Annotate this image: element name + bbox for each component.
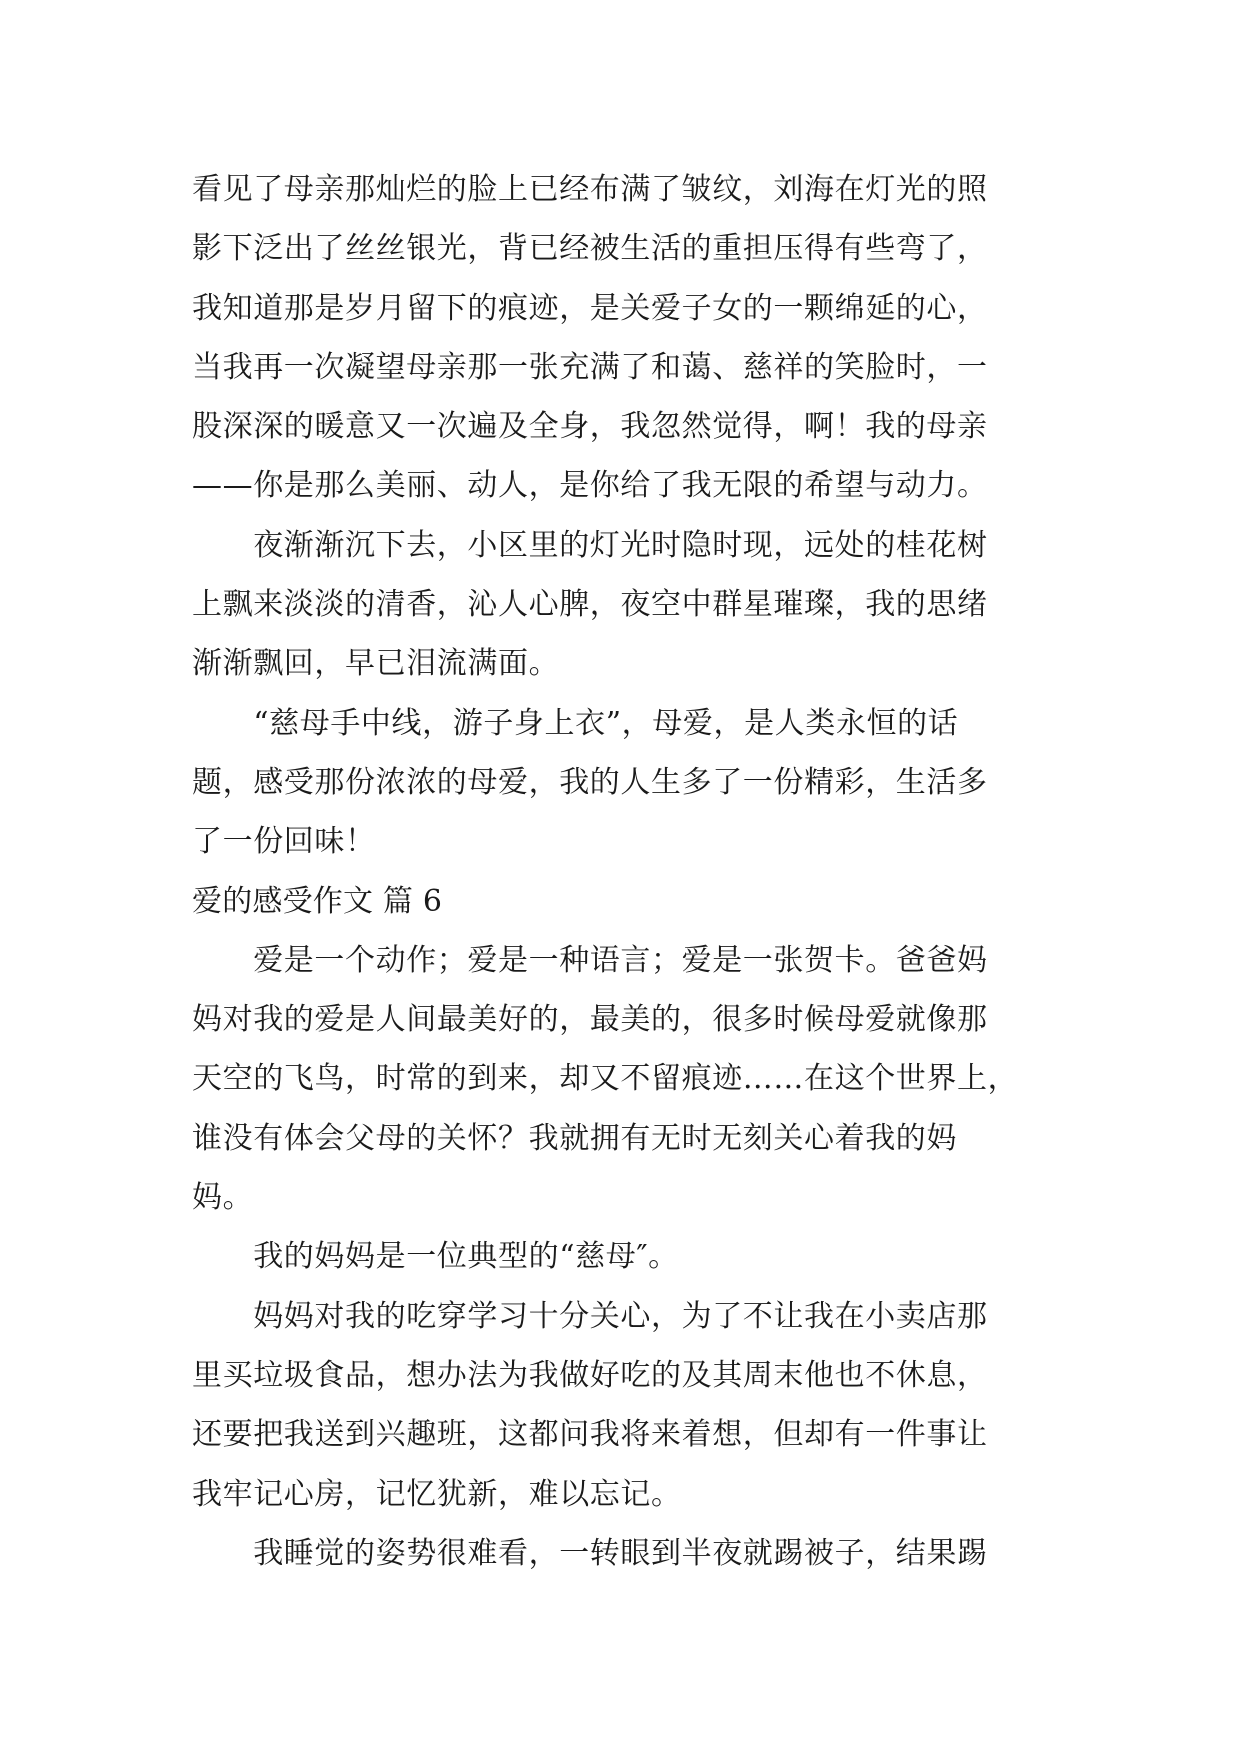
text-line: 天空的飞鸟，时常的到来，却又不留痕迹……在这个世界上， xyxy=(192,1061,1019,1097)
text-line: 我牢记心房，记忆犹新，难以忘记。 xyxy=(192,1476,682,1512)
text-line: 妈妈对我的吃穿学习十分关心，为了不让我在小卖店那 xyxy=(192,1298,988,1334)
text-line: 妈对我的爱是人间最美好的，最美的，很多时候母爱就像那 xyxy=(192,1002,988,1038)
text-line: 妈。 xyxy=(192,1180,254,1216)
text-line: 了一份回味！ xyxy=(192,824,376,860)
text-line: 里买垃圾食品，想办法为我做好吃的及其周末他也不休息， xyxy=(192,1357,988,1393)
text-line: ——你是那么美丽、动人，是你给了我无限的希望与动力。 xyxy=(192,468,988,504)
text-line: 谁没有体会父母的关怀？我就拥有无时无刻关心着我的妈 xyxy=(192,1120,957,1156)
text-line: 渐渐飘回，早已泪流满面。 xyxy=(192,646,560,682)
text-line: 影下泛出了丝丝银光，背已经被生活的重担压得有些弯了， xyxy=(192,231,988,267)
text-line: 股深深的暖意又一次遍及全身，我忽然觉得，啊！我的母亲 xyxy=(192,409,988,445)
text-line: 夜渐渐沉下去，小区里的灯光时隐时现，远处的桂花树 xyxy=(192,527,988,563)
text-line: 我知道那是岁月留下的痕迹，是关爱子女的一颗绵延的心， xyxy=(192,290,988,326)
text-line: 我的妈妈是一位典型的“慈母″。 xyxy=(192,1239,679,1275)
text-line: 还要把我送到兴趣班，这都问我将来着想，但却有一件事让 xyxy=(192,1417,988,1453)
section-heading: 爱的感受作文 篇 6 xyxy=(192,883,443,919)
text-line: 题，感受那份浓浓的母爱，我的人生多了一份精彩，生活多 xyxy=(192,764,988,800)
text-line: 爱是一个动作；爱是一种语言；爱是一张贺卡。爸爸妈 xyxy=(192,942,988,978)
essay-text xyxy=(192,160,1052,1583)
text-line: “慈母手中线，游子身上衣”，母爱，是人类永恒的话 xyxy=(192,705,959,741)
text-line: 当我再一次凝望母亲那一张充满了和蔼、慈祥的笑脸时，一 xyxy=(192,349,988,385)
text-line: 看见了母亲那灿烂的脸上已经布满了皱纹，刘海在灯光的照 xyxy=(192,172,988,207)
text-line: 我睡觉的姿势很难看，一转眼到半夜就踢被子，结果踢 xyxy=(192,1535,988,1571)
text-line: 上飘来淡淡的清香，沁人心脾，夜空中群星璀璨，我的思绪 xyxy=(192,587,988,623)
